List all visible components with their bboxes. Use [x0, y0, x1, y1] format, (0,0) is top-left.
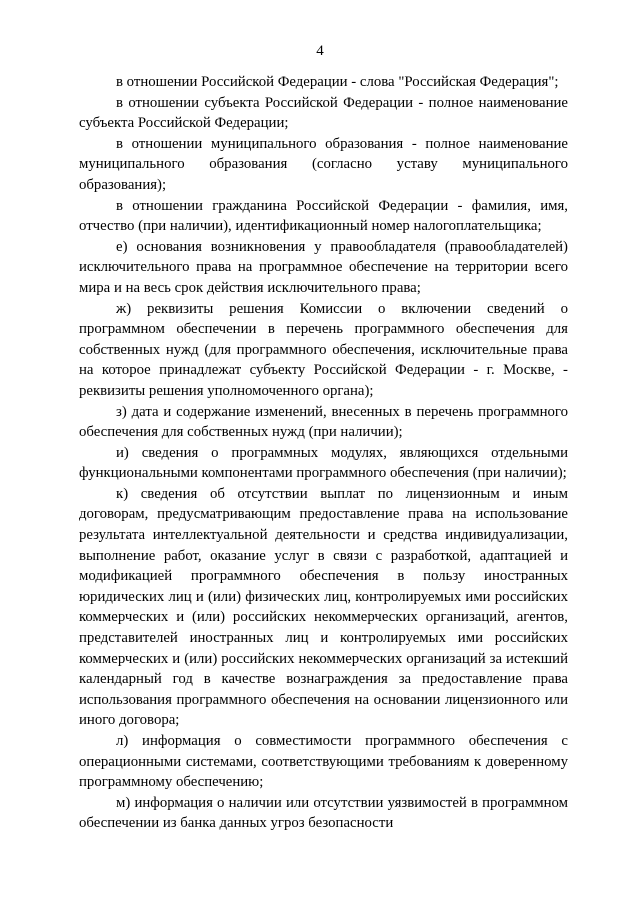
- page-number: 4: [316, 43, 324, 59]
- paragraph-citizen: в отношении гражданина Российской Федерации - фамилия, имя, отчество (при наличии), идентификационный номер налогоплательщика;: [79, 197, 568, 235]
- paragraph-federal-subject: в отношении субъекта Российской Федерации - полное наименование субъекта Российской Федерации;: [79, 94, 568, 132]
- paragraph-russian-federation: в отношении Российской Федерации - слова "Российская Федерация";: [116, 74, 559, 90]
- paragraph-item-z: з) дата и содержание изменений, внесенных в перечень программного обеспечения для собственных нужд (при наличии);: [79, 403, 568, 441]
- document-body: [79, 72, 568, 834]
- paragraph-item-m: м) информация о наличии или отсутствии уязвимостей в программном обеспечении из банка данных угроз безопасности: [79, 794, 568, 832]
- paragraph-item-zh: ж) реквизиты решения Комиссии о включении сведений о программном обеспечении в перечень программного обеспечения для собственных нужд (для программного обеспечения, исключительные права на которое принадлежат субъекту Российской Федерации - г. Москве, - реквизиты решения уполномоченного органа);: [79, 300, 568, 399]
- paragraph-item-i: и) сведения о программных модулях, являющихся отдельными функциональными компонентами программного обеспечения (при наличии);: [79, 444, 568, 482]
- paragraph-item-e: е) основания возникновения у правообладателя (правообладателей) исключительного права на программное обеспечение на территории всего мира и на весь срок действия исключительного права;: [79, 238, 568, 296]
- paragraph-municipality: в отношении муниципального образования - полное наименование муниципального образования (согласно уставу муниципального образования);: [79, 135, 568, 193]
- paragraph-item-l: л) информация о совместимости программного обеспечения с операционными системами, соответствующими требованиям к доверенному программному обеспечению;: [79, 733, 568, 791]
- paragraph-item-k: к) сведения об отсутствии выплат по лицензионным и иным договорам, предусматривающим предоставление права на использование результата интеллектуальной деятельности и средства индивидуализации, выполнение работ, оказание услуг в связи с разработкой, адаптацией и модификацией программного обеспечения в пользу иностранных юридических лиц и (или) физических лиц, контролируемых ими российских коммерческих и (или) российских некоммерческих организаций, агентов, представителей иностранных лиц и контролируемых ими российских коммерческих и (или) российских некоммерческих организаций за истекший календарный год в качестве вознаграждения за предоставление права использования программного обеспечения на основании лицензионного или иного договора;: [79, 485, 568, 729]
